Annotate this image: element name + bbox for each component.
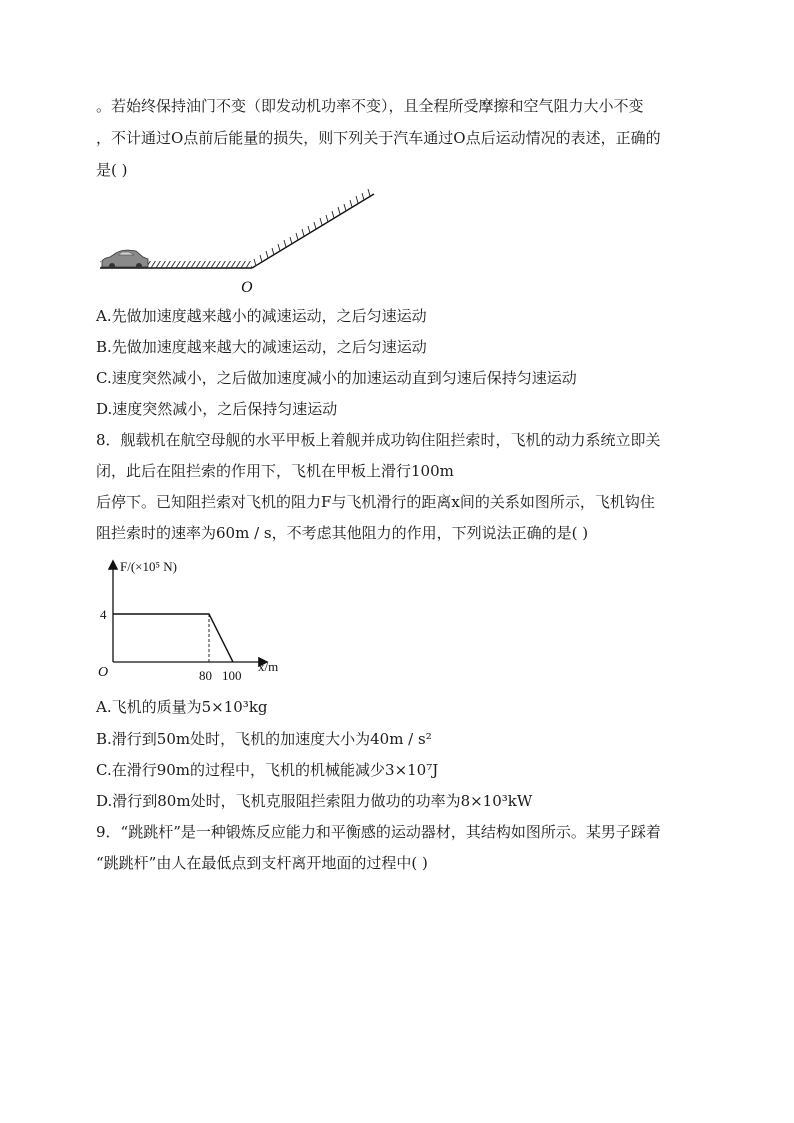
point-o-label: O <box>241 279 253 296</box>
q8-stem-line-1: 8．舰载机在航空母舰的水平甲板上着舰并成功钩住阻拦索时，飞机的动力系统立即关 <box>96 431 661 449</box>
q8-option-c: C.在滑行90m的过程中，飞机的机械能减少3×10⁷J <box>96 761 439 779</box>
q8-stem-line-2: 闭，此后在阻拦索的作用下，飞机在甲板上滑行100m <box>96 462 454 480</box>
q8-stem-line-3: 后停下。已知阻拦索对飞机的阻力F与飞机滑行的距离x间的关系如图所示，飞机钩住 <box>96 493 655 511</box>
origin-label: O <box>98 665 109 680</box>
car-icon <box>102 250 148 269</box>
q9-stem-line-2: “跳跳杆”由人在最低点到支杆离开地面的过程中( ) <box>96 854 428 872</box>
y-tick-label-4: 4 <box>100 607 107 622</box>
q8-stem-line-4: 阻拦索时的速率为60m / s，不考虑其他阻力的作用，下列说法正确的是( ) <box>96 524 589 542</box>
q8-option-b: B.滑行到50m处时，飞机的加速度大小为40m / s² <box>96 730 432 748</box>
incline-hatch <box>254 189 370 266</box>
q8-option-a: A.飞机的质量为5×10³kg <box>96 698 268 716</box>
x-tick-label-80: 80 <box>199 668 212 683</box>
q9-stem-line-1: 9．“跳跳杆”是一种锻炼反应能力和平衡感的运动器材，其结构如图所示。某男子踩着 <box>96 823 661 841</box>
q7-stem-line-3: 是( ) <box>96 161 128 179</box>
q7-option-b: B.先做加速度越来越大的减速运动，之后匀速运动 <box>96 338 427 356</box>
incline-line <box>252 194 374 268</box>
q7-stem-line-1: 。若始终保持油门不变（即发动机功率不变），且全程所受摩擦和空气阻力大小不变 <box>96 97 644 115</box>
force-series-line <box>113 614 233 662</box>
q7-stem-line-2: ，不计通过O点前后能量的损失，则下列关于汽车通过O点后运动情况的表述，正确的 <box>96 129 661 147</box>
y-axis-label: F/(×10⁵ N) <box>120 559 178 574</box>
q8-option-d: D.滑行到80m处时，飞机克服阻拦索阻力做功的功率为8×10³kW <box>96 792 533 810</box>
q7-option-d: D.速度突然减小，之后保持匀速运动 <box>96 400 338 418</box>
x-tick-label-100: 100 <box>222 668 242 683</box>
x-axis-label: x/m <box>258 659 279 674</box>
q7-option-a: A.先做加速度越来越小的减速运动，之后匀速运动 <box>96 307 427 325</box>
q8-force-distance-chart <box>96 556 296 686</box>
q7-figure-incline <box>96 188 386 298</box>
q7-option-c: C.速度突然减小，之后做加速度减小的加速运动直到匀速后保持匀速运动 <box>96 369 577 387</box>
